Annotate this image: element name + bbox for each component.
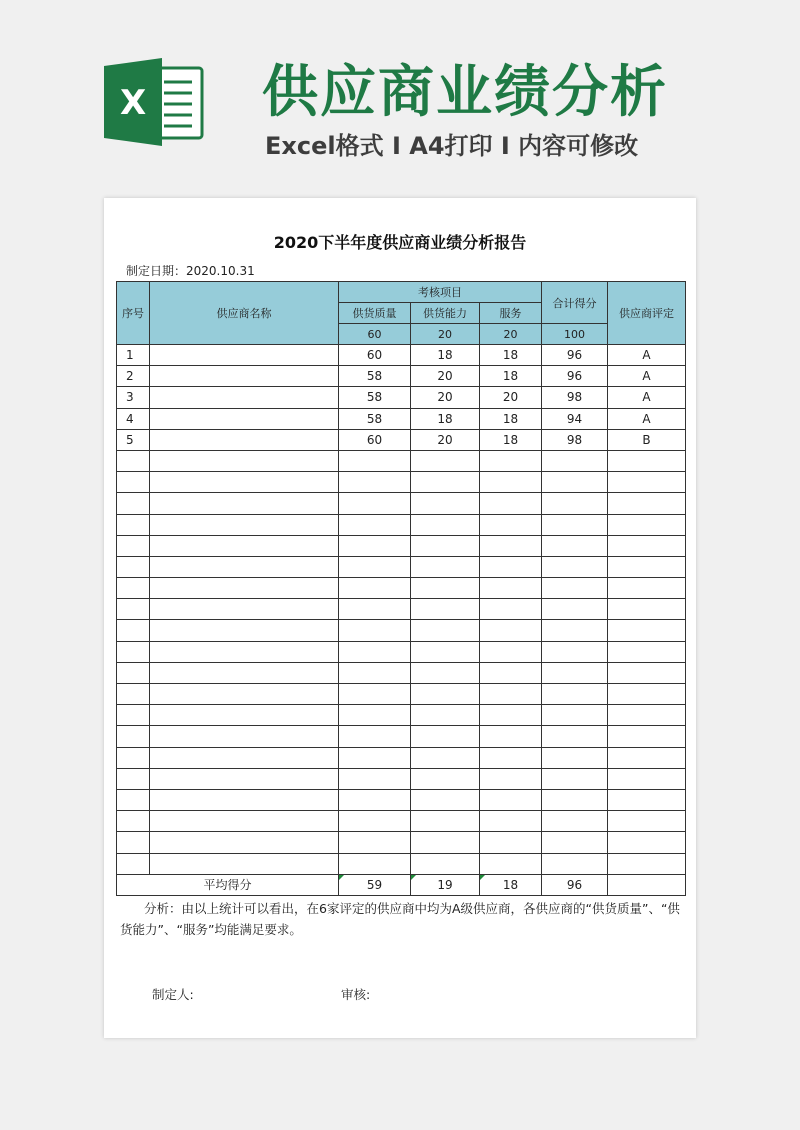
cell-service xyxy=(480,662,542,683)
cell-name xyxy=(150,450,339,471)
cell-quality: 60 xyxy=(339,345,411,366)
cell-seq xyxy=(117,768,150,789)
average-label: 平均得分 xyxy=(117,874,339,895)
cell-rating xyxy=(608,811,686,832)
cell-seq xyxy=(117,705,150,726)
cell-seq xyxy=(117,684,150,705)
header-supplier-name: 供应商名称 xyxy=(150,282,339,345)
cell-seq xyxy=(117,556,150,577)
table-row xyxy=(117,429,686,450)
cell-service xyxy=(480,535,542,556)
cell-seq: 4 xyxy=(117,408,150,429)
cell-name xyxy=(150,662,339,683)
cell-rating xyxy=(608,684,686,705)
table-row xyxy=(117,387,686,408)
cell-capacity xyxy=(411,514,480,535)
cell-total xyxy=(542,641,608,662)
table-row xyxy=(117,811,686,832)
cell-capacity xyxy=(411,705,480,726)
cell-rating xyxy=(608,514,686,535)
cell-service: 18 xyxy=(480,429,542,450)
table-row xyxy=(117,641,686,662)
cell-seq xyxy=(117,811,150,832)
excel-logo-icon xyxy=(104,58,204,146)
table-row xyxy=(117,684,686,705)
header-service: 服务 xyxy=(480,303,542,324)
cell-seq xyxy=(117,726,150,747)
cell-quality xyxy=(339,789,411,810)
cell-quality xyxy=(339,450,411,471)
cell-quality xyxy=(339,514,411,535)
cell-total xyxy=(542,599,608,620)
average-quality: 59 xyxy=(339,874,411,895)
cell-seq xyxy=(117,535,150,556)
cell-capacity xyxy=(411,789,480,810)
max-capacity: 20 xyxy=(411,324,480,345)
cell-seq xyxy=(117,620,150,641)
cell-name xyxy=(150,556,339,577)
table-row xyxy=(117,620,686,641)
cell-capacity xyxy=(411,535,480,556)
cell-total xyxy=(542,789,608,810)
banner-title: 供应商业绩分析 xyxy=(262,60,668,125)
cell-rating xyxy=(608,535,686,556)
cell-rating xyxy=(608,853,686,874)
average-capacity: 19 xyxy=(411,874,480,895)
table-row xyxy=(117,578,686,599)
cell-service xyxy=(480,472,542,493)
svg-text:X: X xyxy=(120,83,147,123)
cell-name xyxy=(150,726,339,747)
table-row xyxy=(117,662,686,683)
table-row xyxy=(117,514,686,535)
table-row xyxy=(117,705,686,726)
cell-capacity xyxy=(411,853,480,874)
cell-name xyxy=(150,514,339,535)
table-row xyxy=(117,345,686,366)
average-service: 18 xyxy=(480,874,542,895)
max-service: 20 xyxy=(480,324,542,345)
cell-capacity xyxy=(411,620,480,641)
cell-seq xyxy=(117,641,150,662)
cell-seq xyxy=(117,599,150,620)
cell-quality xyxy=(339,556,411,577)
cell-service xyxy=(480,493,542,514)
cell-rating xyxy=(608,705,686,726)
cell-capacity: 18 xyxy=(411,408,480,429)
cell-service xyxy=(480,556,542,577)
cell-rating xyxy=(608,450,686,471)
cell-service xyxy=(480,684,542,705)
cell-total xyxy=(542,684,608,705)
cell-rating xyxy=(608,620,686,641)
cell-seq xyxy=(117,514,150,535)
cell-name xyxy=(150,853,339,874)
cell-total: 96 xyxy=(542,345,608,366)
cell-total xyxy=(542,450,608,471)
cell-name xyxy=(150,832,339,853)
cell-quality xyxy=(339,641,411,662)
cell-total xyxy=(542,472,608,493)
cell-capacity xyxy=(411,641,480,662)
cell-quality xyxy=(339,832,411,853)
cell-name xyxy=(150,493,339,514)
cell-seq xyxy=(117,450,150,471)
cell-name xyxy=(150,641,339,662)
cell-service xyxy=(480,853,542,874)
supplier-performance-table xyxy=(116,281,686,896)
cell-service xyxy=(480,789,542,810)
header-rating: 供应商评定 xyxy=(608,282,686,345)
cell-seq xyxy=(117,853,150,874)
cell-total xyxy=(542,662,608,683)
maker-label: 制定人: xyxy=(152,987,194,1002)
cell-quality xyxy=(339,578,411,599)
average-total: 96 xyxy=(542,874,608,895)
cell-name xyxy=(150,789,339,810)
cell-quality xyxy=(339,493,411,514)
cell-name xyxy=(150,768,339,789)
cell-capacity xyxy=(411,472,480,493)
cell-total: 98 xyxy=(542,387,608,408)
cell-total xyxy=(542,705,608,726)
cell-capacity xyxy=(411,684,480,705)
cell-name xyxy=(150,429,339,450)
cell-quality: 58 xyxy=(339,366,411,387)
cell-service xyxy=(480,599,542,620)
cell-capacity xyxy=(411,811,480,832)
cell-total xyxy=(542,578,608,599)
cell-quality xyxy=(339,684,411,705)
cell-rating xyxy=(608,747,686,768)
cell-rating: A xyxy=(608,387,686,408)
table-row xyxy=(117,789,686,810)
cell-total: 98 xyxy=(542,429,608,450)
cell-service: 18 xyxy=(480,366,542,387)
cell-service xyxy=(480,768,542,789)
cell-total xyxy=(542,768,608,789)
cell-rating xyxy=(608,789,686,810)
cell-service xyxy=(480,641,542,662)
cell-seq xyxy=(117,493,150,514)
cell-capacity: 18 xyxy=(411,345,480,366)
header-capacity: 供货能力 xyxy=(411,303,480,324)
cell-capacity: 20 xyxy=(411,366,480,387)
cell-quality xyxy=(339,853,411,874)
header-assessment: 考核项目 xyxy=(339,282,542,303)
reviewer-label: 审核: xyxy=(341,987,371,1002)
cell-seq xyxy=(117,789,150,810)
cell-seq xyxy=(117,832,150,853)
cell-quality: 58 xyxy=(339,387,411,408)
report-date: 制定日期：2020.10.31 xyxy=(126,264,255,278)
cell-rating xyxy=(608,768,686,789)
cell-capacity xyxy=(411,832,480,853)
cell-name xyxy=(150,747,339,768)
cell-service xyxy=(480,747,542,768)
analysis-text: 分析：由以上统计可以看出，在6家评定的供应商中均为A级供应商，各供应商的“供货质量”、“供货能力”、“服务”均能满足要求。 xyxy=(120,901,680,937)
cell-name xyxy=(150,684,339,705)
cell-total xyxy=(542,556,608,577)
cell-quality xyxy=(339,747,411,768)
cell-service xyxy=(480,832,542,853)
cell-capacity xyxy=(411,599,480,620)
table-row xyxy=(117,535,686,556)
cell-name xyxy=(150,811,339,832)
cell-rating xyxy=(608,641,686,662)
cell-total xyxy=(542,726,608,747)
cell-service xyxy=(480,726,542,747)
header-quality: 供货质量 xyxy=(339,303,411,324)
average-rating xyxy=(608,874,686,895)
cell-total xyxy=(542,832,608,853)
cell-rating: A xyxy=(608,366,686,387)
cell-total xyxy=(542,620,608,641)
table-row xyxy=(117,556,686,577)
cell-rating xyxy=(608,662,686,683)
cell-name xyxy=(150,472,339,493)
cell-total: 96 xyxy=(542,366,608,387)
cell-name xyxy=(150,599,339,620)
cell-capacity xyxy=(411,493,480,514)
cell-quality xyxy=(339,768,411,789)
max-total: 100 xyxy=(542,324,608,345)
cell-rating xyxy=(608,726,686,747)
cell-quality xyxy=(339,535,411,556)
cell-rating xyxy=(608,578,686,599)
cell-name xyxy=(150,345,339,366)
cell-quality: 58 xyxy=(339,408,411,429)
cell-total xyxy=(542,493,608,514)
table-row xyxy=(117,768,686,789)
max-quality: 60 xyxy=(339,324,411,345)
table-row xyxy=(117,599,686,620)
header-seq: 序号 xyxy=(117,282,150,345)
cell-seq xyxy=(117,578,150,599)
table-row xyxy=(117,493,686,514)
cell-rating: B xyxy=(608,429,686,450)
cell-capacity: 20 xyxy=(411,387,480,408)
cell-seq: 3 xyxy=(117,387,150,408)
cell-name xyxy=(150,408,339,429)
table-row xyxy=(117,472,686,493)
table-row xyxy=(117,832,686,853)
average-row xyxy=(117,874,686,895)
banner-subtitle: Excel格式 I A4打印 I 内容可修改 xyxy=(265,132,639,160)
cell-name xyxy=(150,535,339,556)
cell-service xyxy=(480,578,542,599)
table-row xyxy=(117,408,686,429)
cell-service: 18 xyxy=(480,345,542,366)
table-row xyxy=(117,366,686,387)
cell-seq: 5 xyxy=(117,429,150,450)
table-row xyxy=(117,853,686,874)
cell-service xyxy=(480,705,542,726)
cell-seq xyxy=(117,472,150,493)
cell-total xyxy=(542,811,608,832)
cell-capacity xyxy=(411,450,480,471)
cell-rating xyxy=(608,472,686,493)
cell-capacity xyxy=(411,768,480,789)
cell-service xyxy=(480,514,542,535)
cell-name xyxy=(150,366,339,387)
cell-seq: 1 xyxy=(117,345,150,366)
cell-capacity xyxy=(411,556,480,577)
table-row xyxy=(117,450,686,471)
cell-name xyxy=(150,578,339,599)
cell-service xyxy=(480,450,542,471)
cell-service: 20 xyxy=(480,387,542,408)
cell-capacity xyxy=(411,578,480,599)
cell-total: 94 xyxy=(542,408,608,429)
table-row xyxy=(117,726,686,747)
cell-name xyxy=(150,705,339,726)
cell-total xyxy=(542,514,608,535)
report-title: 2020下半年度供应商业绩分析报告 xyxy=(273,233,527,252)
cell-service xyxy=(480,811,542,832)
cell-name xyxy=(150,387,339,408)
cell-quality xyxy=(339,726,411,747)
cell-quality xyxy=(339,705,411,726)
report-sheet xyxy=(104,198,696,1038)
cell-total xyxy=(542,853,608,874)
cell-capacity: 20 xyxy=(411,429,480,450)
cell-total xyxy=(542,535,608,556)
cell-service xyxy=(480,620,542,641)
cell-service: 18 xyxy=(480,408,542,429)
cell-quality xyxy=(339,620,411,641)
cell-rating: A xyxy=(608,345,686,366)
cell-capacity xyxy=(411,726,480,747)
cell-rating xyxy=(608,832,686,853)
cell-rating: A xyxy=(608,408,686,429)
cell-rating xyxy=(608,556,686,577)
table-row xyxy=(117,747,686,768)
cell-quality xyxy=(339,811,411,832)
header-total: 合计得分 xyxy=(542,282,608,324)
cell-capacity xyxy=(411,662,480,683)
cell-total xyxy=(542,747,608,768)
cell-quality: 60 xyxy=(339,429,411,450)
cell-rating xyxy=(608,599,686,620)
cell-rating xyxy=(608,493,686,514)
cell-name xyxy=(150,620,339,641)
cell-quality xyxy=(339,472,411,493)
cell-seq: 2 xyxy=(117,366,150,387)
cell-seq xyxy=(117,662,150,683)
cell-quality xyxy=(339,662,411,683)
cell-seq xyxy=(117,747,150,768)
cell-capacity xyxy=(411,747,480,768)
cell-quality xyxy=(339,599,411,620)
